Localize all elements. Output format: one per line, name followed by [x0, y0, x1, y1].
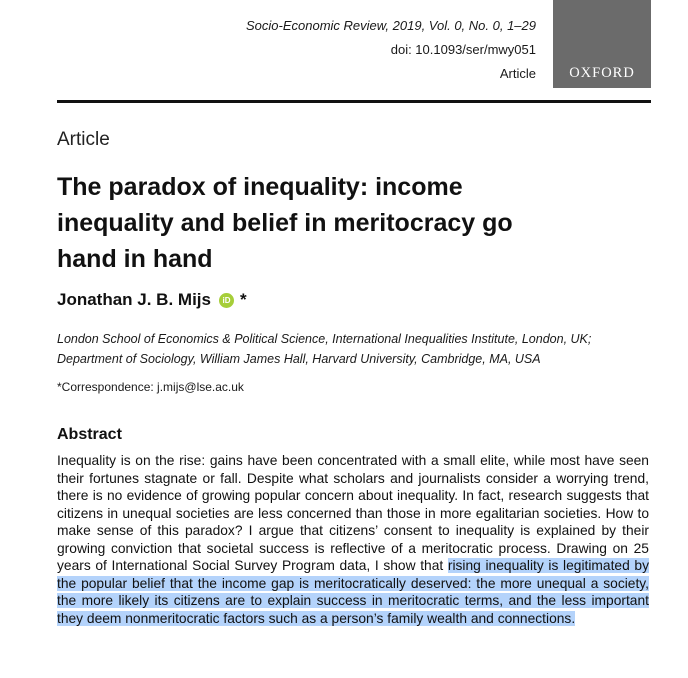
- author-line: [57, 290, 247, 310]
- header-divider: [57, 100, 651, 103]
- author-footnote-mark: *: [239, 290, 247, 309]
- correspondence-note: *Correspondence: j.mijs@lse.ac.uk: [57, 380, 244, 394]
- author-affiliation: London School of Economics & Political Science, International Inequalities Institute, London, UK; Department of Sociology, William James Hall, Harvard University, Cambridge, MA, USA: [57, 332, 592, 366]
- doi[interactable]: doi: 10.1093/ser/mwy051: [390, 42, 536, 57]
- abstract-heading: Abstract: [57, 426, 122, 443]
- author-name[interactable]: Jonathan J. B. Mijs: [57, 290, 211, 309]
- article-type-label: Article: [57, 129, 110, 150]
- journal-info: [246, 14, 536, 86]
- publisher-logo: OXFORD: [553, 0, 651, 88]
- orcid-icon[interactable]: iD: [219, 293, 234, 308]
- journal-citation: Socio-Economic Review, 2019, Vol. 0, No. 0, 1–29: [245, 18, 536, 33]
- abstract-text: [57, 452, 649, 627]
- abstract-text-selection[interactable]: rising inequality is legitimated by the popular belief that the income gap is meritocratically deserved: the more unequal a society, the more likely its citizens are to explain success in meritocratic terms, and the less important they deem nonmeritocratic factors such as a person’s family wealth and connections.: [57, 558, 649, 626]
- abstract-text-plain: Inequality is on the rise: gains have been concentrated with a small elite, while most have seen their fortunes stagnate or fall. Despite what scholars and journalists consider a worrying trend, there is no evidence of growing popular concern about inequality. In fact, research suggests that citizens in unequal societies are less concerned than those in more egalitarian societies. How to make sense of this paradox? I argue that citizens’ consent to inequality is explained by their growing conviction that societal success is reflective of a meritocratic process. Drawing on 25 years of International Social Survey Program data, I show that: [57, 453, 649, 573]
- header-article-type: Article: [499, 66, 536, 81]
- article-title: The paradox of inequality: income inequality and belief in meritocracy go hand in hand: [57, 173, 513, 273]
